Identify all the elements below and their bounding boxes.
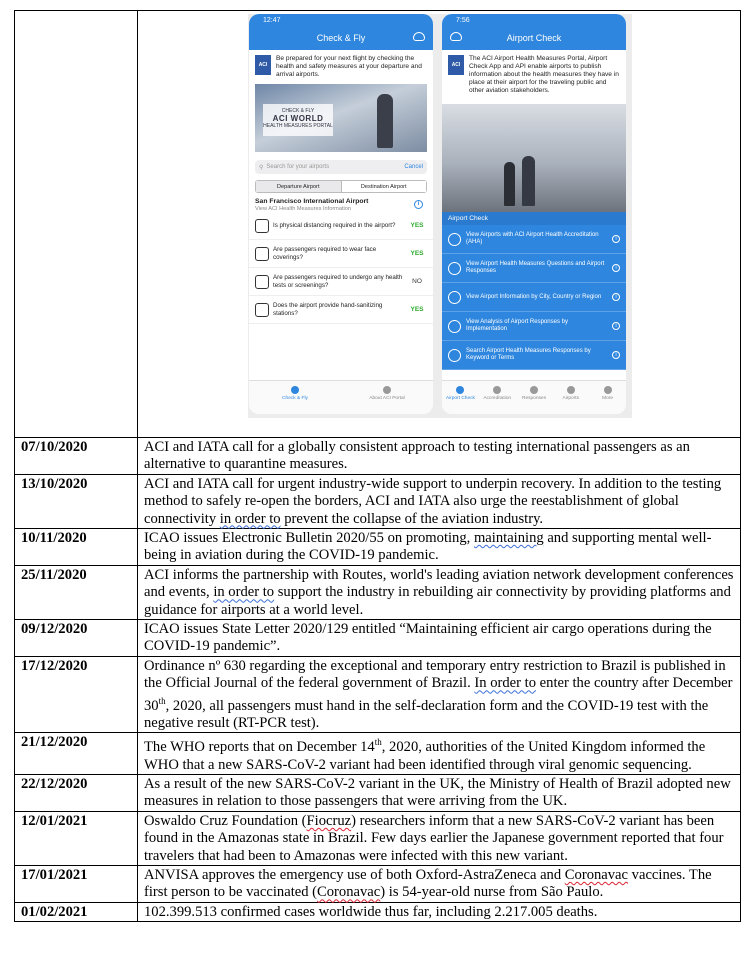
- nav-bar: [249, 26, 433, 50]
- tab-bar: [249, 380, 433, 414]
- tab-more[interactable]: More: [589, 381, 626, 414]
- hero-badge: CHECK & FLY ACI WORLD HEALTH MEASURES PORTAL: [263, 104, 333, 136]
- info-icon: i: [612, 235, 620, 243]
- row-date: 25/11/2020: [15, 565, 138, 619]
- tab-check-and-fly[interactable]: Check & Fly: [249, 381, 341, 414]
- row-date: 10/11/2020: [15, 529, 138, 566]
- plane-icon: [448, 291, 461, 304]
- table-row: [15, 866, 741, 903]
- info-icon: i: [612, 351, 620, 359]
- search-icon: ⚲: [259, 164, 264, 171]
- tab-destination[interactable]: Destination Airport: [341, 181, 427, 192]
- empty-date-cell: [15, 11, 138, 438]
- cancel-button[interactable]: Cancel: [404, 164, 423, 170]
- row-date: 07/10/2020: [15, 438, 138, 475]
- airport-segmented-control: [255, 180, 427, 193]
- tab-accreditation[interactable]: Accreditation: [479, 381, 516, 414]
- row-text: Ordinance nº 630 regarding the exceptional and temporary entry restriction to Brazil is published in the Official Journal of the federal government of Brazil. In order to enter the country after December 30th, 2020, all passengers must hand in the self-declaration form and the COVID-19 test with the negative result (RT-PCR test).: [138, 656, 741, 732]
- row-date: 12/01/2021: [15, 811, 138, 865]
- row-date: 13/10/2020: [15, 474, 138, 528]
- distancing-icon: [255, 219, 269, 233]
- sanitizer-icon: [255, 303, 269, 317]
- intro-text: Be prepared for your next flight by checking the health and safety measures at your departure and arrival airports.: [276, 55, 422, 78]
- badge-check-icon: [448, 233, 461, 246]
- cloud-download-icon[interactable]: [413, 32, 425, 41]
- list-icon: [530, 386, 538, 394]
- row-text: ACI and IATA call for urgent industry-wide support to underpin recovery. In addition to the testing method to safely re-open the borders, ACI and IATA also urge the reestablishment of global connectivity in order to prevent the collapse of the aviation industry.: [138, 474, 741, 528]
- aci-logo: ACI: [255, 55, 271, 75]
- tab-responses[interactable]: Responses: [516, 381, 553, 414]
- table-row: [15, 565, 741, 619]
- row-text: ANVISA approves the emergency use of both Oxford-AstraZeneca and Coronavac vaccines. The first person to be vaccinated (Coronavac) is 54-year-old nurse from São Paulo.: [138, 866, 741, 903]
- tab-airports[interactable]: Airports: [552, 381, 589, 414]
- table-row: [15, 811, 741, 865]
- bar-chart-icon: [448, 320, 461, 333]
- info-icon[interactable]: i: [414, 200, 423, 209]
- airport-header[interactable]: San Francisco International Airport View ACI Health Measures Information i: [249, 193, 433, 212]
- table-row: [15, 529, 741, 566]
- intro: [249, 50, 433, 84]
- row-date: 21/12/2020: [15, 733, 138, 775]
- question-row: Are passengers required to wear face coverings? YES: [249, 240, 433, 268]
- menu-item[interactable]: View Airport Health Measures Questions and Airport Responses i: [442, 254, 626, 283]
- more-icon: [604, 386, 612, 394]
- row-text: The WHO reports that on December 14th, 2020, authorities of the United Kingdom informed the WHO that a new SARS-CoV-2 variant had been identified through viral genomic sequencing.: [138, 733, 741, 775]
- screening-icon: [255, 275, 269, 289]
- airport-check-phone: [442, 14, 626, 414]
- row-text: ICAO issues State Letter 2020/129 entitled “Maintaining efficient air cargo operations during the COVID-19 pandemic”.: [138, 620, 741, 657]
- table-row: [15, 656, 741, 732]
- plane-icon: [567, 386, 575, 394]
- table-row: [15, 733, 741, 775]
- menu-item[interactable]: View Airports with ACI Airport Health Accreditation (AHA) i: [442, 225, 626, 254]
- menu-item[interactable]: Search Airport Health Measures Responses by Keyword or Terms i: [442, 341, 626, 370]
- intro: [442, 50, 626, 100]
- row-date: 09/12/2020: [15, 620, 138, 657]
- aci-logo: ACI: [448, 55, 464, 75]
- list-icon: [448, 262, 461, 275]
- traveler-figure: [522, 156, 535, 206]
- plane-icon: [291, 386, 299, 394]
- row-date: 01/02/2021: [15, 902, 138, 921]
- row-date: 22/12/2020: [15, 775, 138, 812]
- cloud-icon[interactable]: [450, 32, 462, 41]
- nav-title: Check & Fly: [316, 33, 366, 43]
- section-title: Airport Check: [442, 212, 626, 225]
- menu-item[interactable]: View Analysis of Airport Responses by Implementation i: [442, 312, 626, 341]
- hero-image: [255, 84, 427, 152]
- globe-icon: [456, 386, 464, 394]
- airport-check-menu: [442, 212, 626, 370]
- check-and-fly-phone: [249, 14, 433, 414]
- row-text: Oswaldo Cruz Foundation (Fiocruz) researchers inform that a new SARS-CoV-2 variant has been found in the Amazonas state in Brazil. Few days earlier the Japanese government reported that four travelers that had been to Amazonas were infected with this new variant.: [138, 811, 741, 865]
- search-input[interactable]: ⚲ Search for your airports Cancel: [255, 160, 427, 174]
- terminal-image: [442, 104, 626, 212]
- status-bar: 12:47: [249, 14, 433, 26]
- search-icon: [448, 349, 461, 362]
- table-row: [15, 438, 741, 475]
- status-bar: 7:56: [442, 14, 626, 26]
- question-row: Are passengers required to undergo any health tests or screenings? NO: [249, 268, 433, 296]
- info-icon: i: [612, 293, 620, 301]
- question-row: Is physical distancing required in the airport? YES: [249, 212, 433, 240]
- table-row: [15, 775, 741, 812]
- tab-departure[interactable]: Departure Airport: [256, 181, 341, 192]
- table-row: [15, 902, 741, 921]
- row-text: 102.399.513 confirmed cases worldwide thus far, including 2.217.005 deaths.: [138, 902, 741, 921]
- row-text: As a result of the new SARS-CoV-2 variant in the UK, the Ministry of Health of Brazil adopted new measures in relation to those passengers that were arriving from the UK.: [138, 775, 741, 812]
- info-icon: i: [612, 322, 620, 330]
- app-screenshot: [248, 14, 632, 418]
- row-text: ACI informs the partnership with Routes, world's leading aviation network development conferences and events, in order to support the industry in rebuilding air connectivity by providing platforms and guidance for airports at a world level.: [138, 565, 741, 619]
- row-date: 17/12/2020: [15, 656, 138, 732]
- mask-icon: [255, 247, 269, 261]
- traveler-figure: [504, 162, 515, 206]
- tab-about-aci-portal[interactable]: About ACI Portal: [341, 381, 433, 414]
- table-row: [15, 474, 741, 528]
- table-row: [15, 620, 741, 657]
- nav-title: Airport Check: [506, 33, 562, 43]
- traveler-figure: [377, 94, 393, 148]
- info-icon: i: [612, 264, 620, 272]
- check-icon: [493, 386, 501, 394]
- question-row: Does the airport provide hand-sanitizing stations? YES: [249, 296, 433, 324]
- nav-bar: [442, 26, 626, 50]
- intro-text: The ACI Airport Health Measures Portal, Airport Check App and API enable airports to publish information about the health measures they have in place at their airport for the traveling public and other aviation stakeholders.: [469, 55, 619, 94]
- row-text: ACI and IATA call for a globally consistent approach to testing international passengers as an alternative to quarantine measures.: [138, 438, 741, 475]
- tab-airport-check[interactable]: Airport Check: [442, 381, 479, 414]
- tab-bar: [442, 380, 626, 414]
- globe-icon: [383, 386, 391, 394]
- row-text: ICAO issues Electronic Bulletin 2020/55 on promoting, maintaining and supporting mental well-being in aviation during the COVID-19 pandemic.: [138, 529, 741, 566]
- menu-item[interactable]: View Airport Information by City, Country or Region i: [442, 283, 626, 312]
- row-date: 17/01/2021: [15, 866, 138, 903]
